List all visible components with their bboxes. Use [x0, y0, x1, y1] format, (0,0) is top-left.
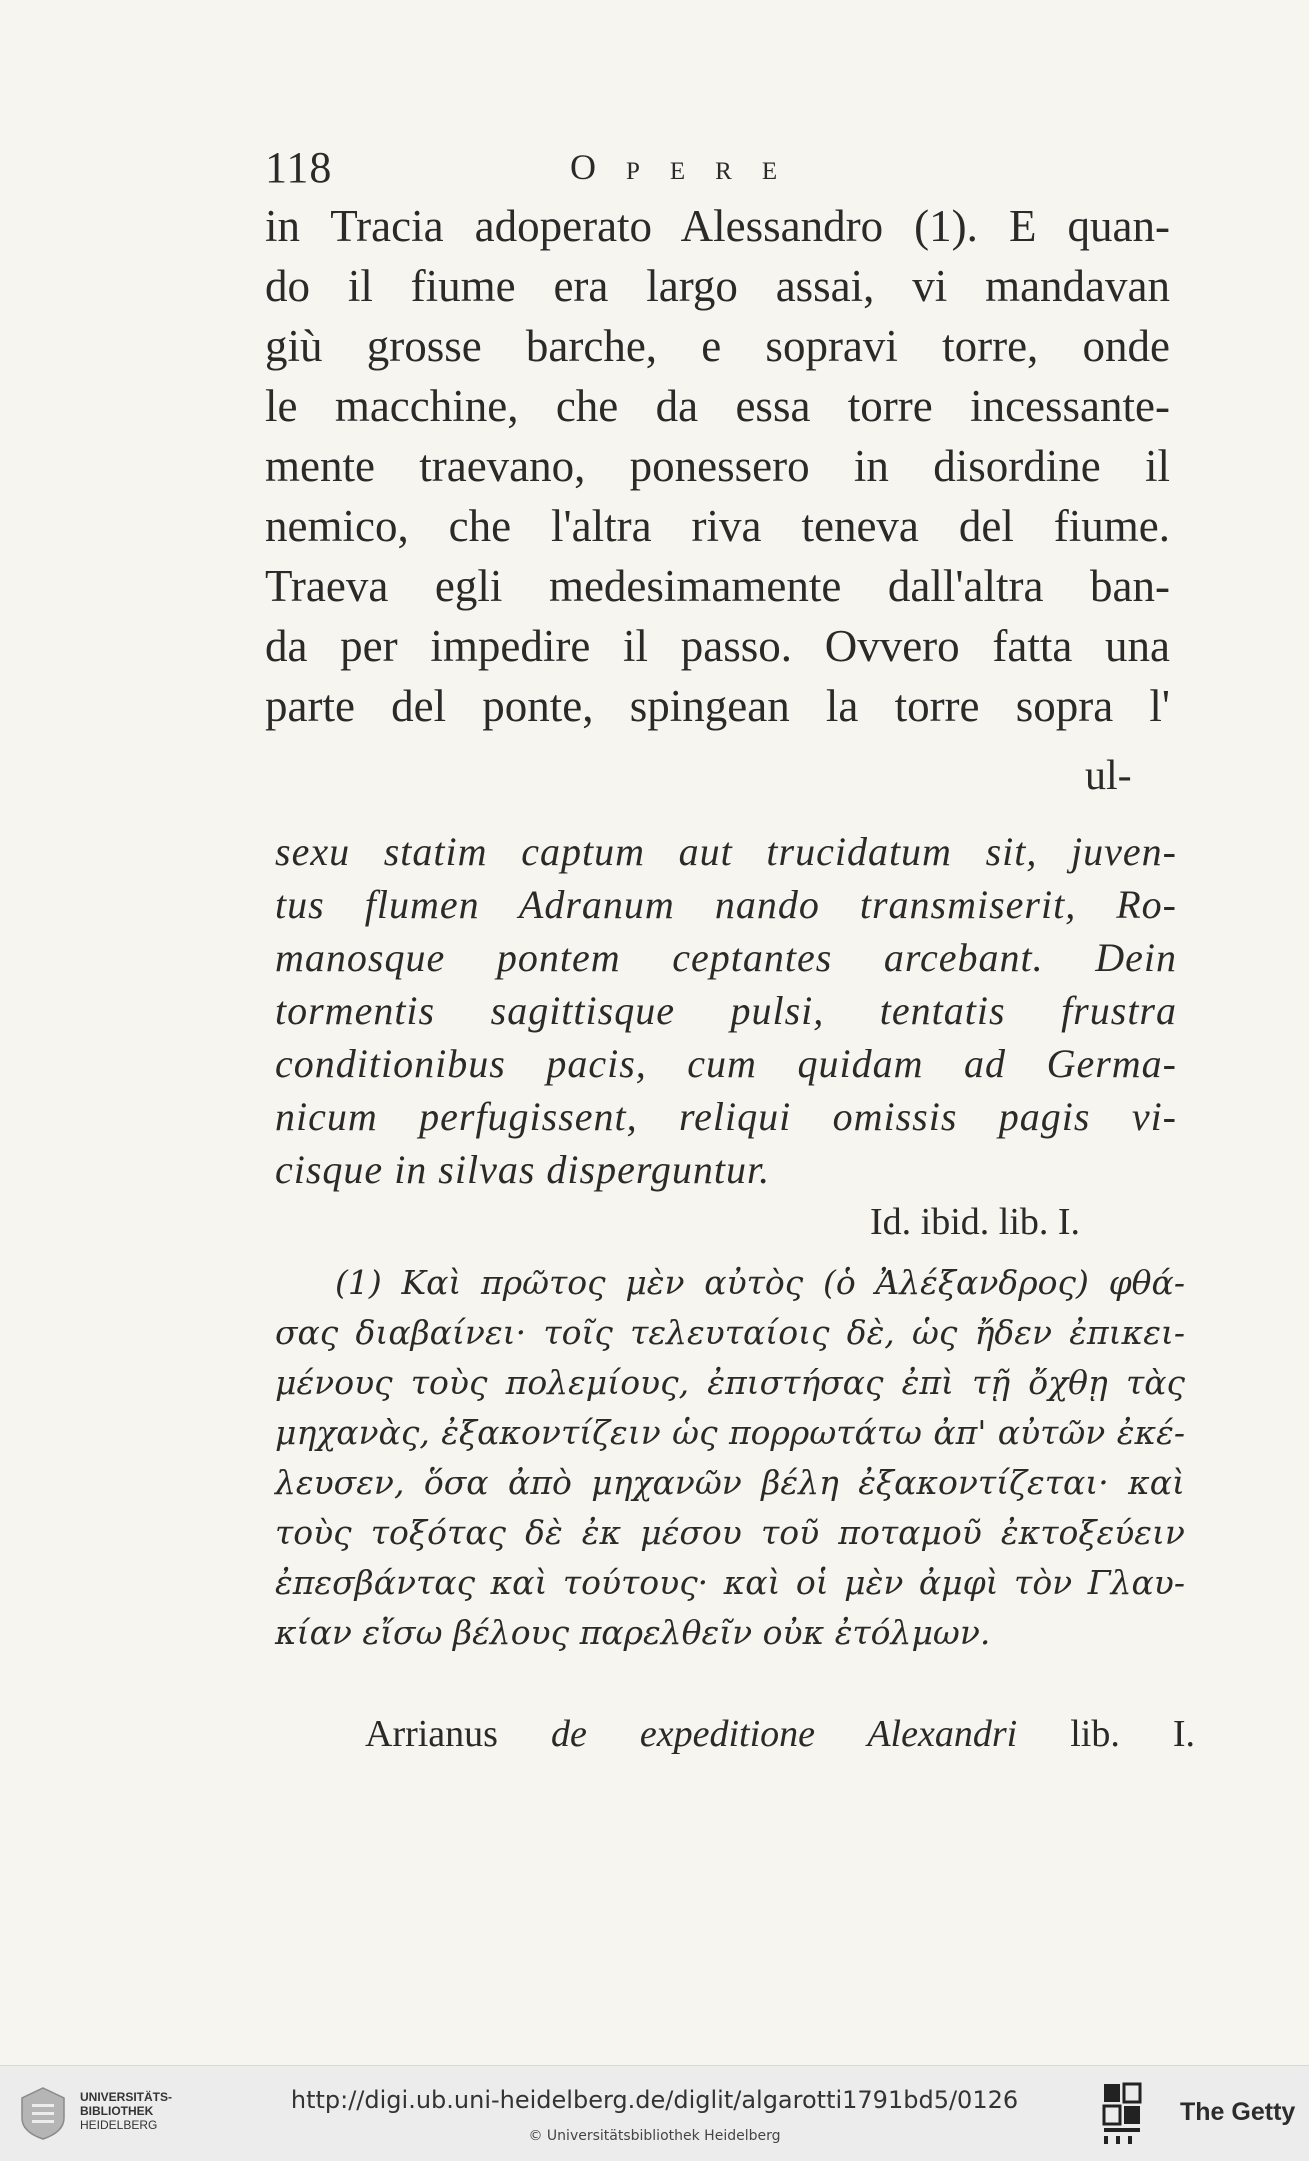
citation-author: Arrianus: [365, 1713, 498, 1755]
main-text-line: da per impedire il passo. Ovvero fatta una: [265, 621, 1170, 671]
latin-note-line: manosque pontem ceptantes arcebant. Dein: [275, 935, 1177, 980]
copyright-notice: © Universitätsbibliothek Heidelberg: [528, 2128, 781, 2144]
catchword: ul-: [1085, 753, 1132, 799]
latin-note-line: sexu statim captum aut trucidatum sit, juven-: [275, 829, 1177, 874]
greek-note-line: σας διαβαίνει· τοῖς τελευταίοις δὲ, ὡς ἤδεν ἐπικει-: [275, 1313, 1185, 1352]
main-text-line: Traeva egli medesimamente dall'altra ban-: [265, 561, 1170, 611]
main-text-line: le macchine, che da essa torre incessante-: [265, 381, 1170, 431]
main-text-block: [265, 196, 1170, 736]
viewer-footer: [0, 2065, 1309, 2161]
greek-note-line: τοὺς τοξότας δὲ ἐκ μέσου τοῦ ποταμοῦ ἐκτοξεύειν: [275, 1513, 1185, 1552]
greek-note-line: ἐπεσβάντας καὶ τούτους· καὶ οἱ μὲν ἀμφὶ τὸν Γλαυ-: [275, 1563, 1185, 1602]
getty-logo-icon[interactable]: [1102, 2082, 1158, 2146]
greek-note-line: μένους τοὺς πολεμίους, ἐπιστήσας ἐπὶ τῇ ὄχθῃ τὰς: [275, 1363, 1185, 1402]
greek-footnote: [275, 1258, 1185, 1658]
page-header: [265, 142, 1165, 202]
latin-note-citation: Id. ibid. lib. I.: [870, 1201, 1081, 1243]
latin-note-line: nicum perfugissent, reliqui omissis pagis vi-: [275, 1094, 1177, 1139]
greek-note-line: (1) Καὶ πρῶτος μὲν αὐτὸς (ὁ Ἀλέξανδρος) φθά-: [335, 1263, 1185, 1302]
greek-note-line: λευσεν, ὅσα ἀπὸ μηχανῶν βέλη ἐξακοντίζεται· καὶ: [275, 1463, 1185, 1502]
main-text-line: do il fiume era largo assai, vi mandavan: [265, 261, 1170, 311]
citation-work: de expeditione Alexandri: [550, 1713, 1018, 1755]
latin-note-line: conditionibus pacis, cum quidam ad Germa-: [275, 1041, 1177, 1086]
latin-note-line: cisque in silvas disperguntur.: [275, 1147, 771, 1192]
greek-note-line: μηχανὰς, ἐξακοντίζειν ὡς πορρωτάτω ἀπ' αὐτῶν ἐκέ-: [275, 1413, 1185, 1452]
university-name-line: HEIDELBERG: [80, 2118, 158, 2132]
university-name-line: BIBLIOTHEK: [80, 2104, 154, 2118]
citation-book: lib. I.: [1070, 1713, 1195, 1755]
university-name-line: UNIVERSITÄTS-: [80, 2090, 173, 2104]
page-number: 118: [265, 143, 333, 192]
main-text-line: giù grosse barche, e sopravi torre, onde: [265, 321, 1170, 371]
main-text-line: nemico, che l'altra riva teneva del fiume.: [265, 501, 1170, 551]
getty-wordmark[interactable]: The Getty: [1180, 2098, 1296, 2126]
greek-note-line: κίαν εἴσω βέλους παρελθεῖν οὐκ ἐτόλμων.: [275, 1613, 991, 1652]
latin-note-line: tormentis sagittisque pulsi, tentatis frustra: [275, 988, 1177, 1033]
main-text-line: in Tracia adoperato Alessandro (1). E quan-: [265, 201, 1170, 251]
arrianus-citation: [365, 1712, 1195, 1756]
main-text-line: mente traevano, ponessero in disordine il: [265, 441, 1170, 491]
main-text-line: parte del ponte, spingean la torre sopra l': [265, 681, 1170, 731]
latin-note-line: tus flumen Adranum nando transmiserit, Ro-: [275, 882, 1177, 927]
latin-footnote: [275, 825, 1177, 1196]
permalink-url[interactable]: http://digi.ub.uni-heidelberg.de/diglit/algarotti1791bd5/0126: [290, 2086, 1019, 2114]
running-title: Opere: [570, 147, 808, 187]
